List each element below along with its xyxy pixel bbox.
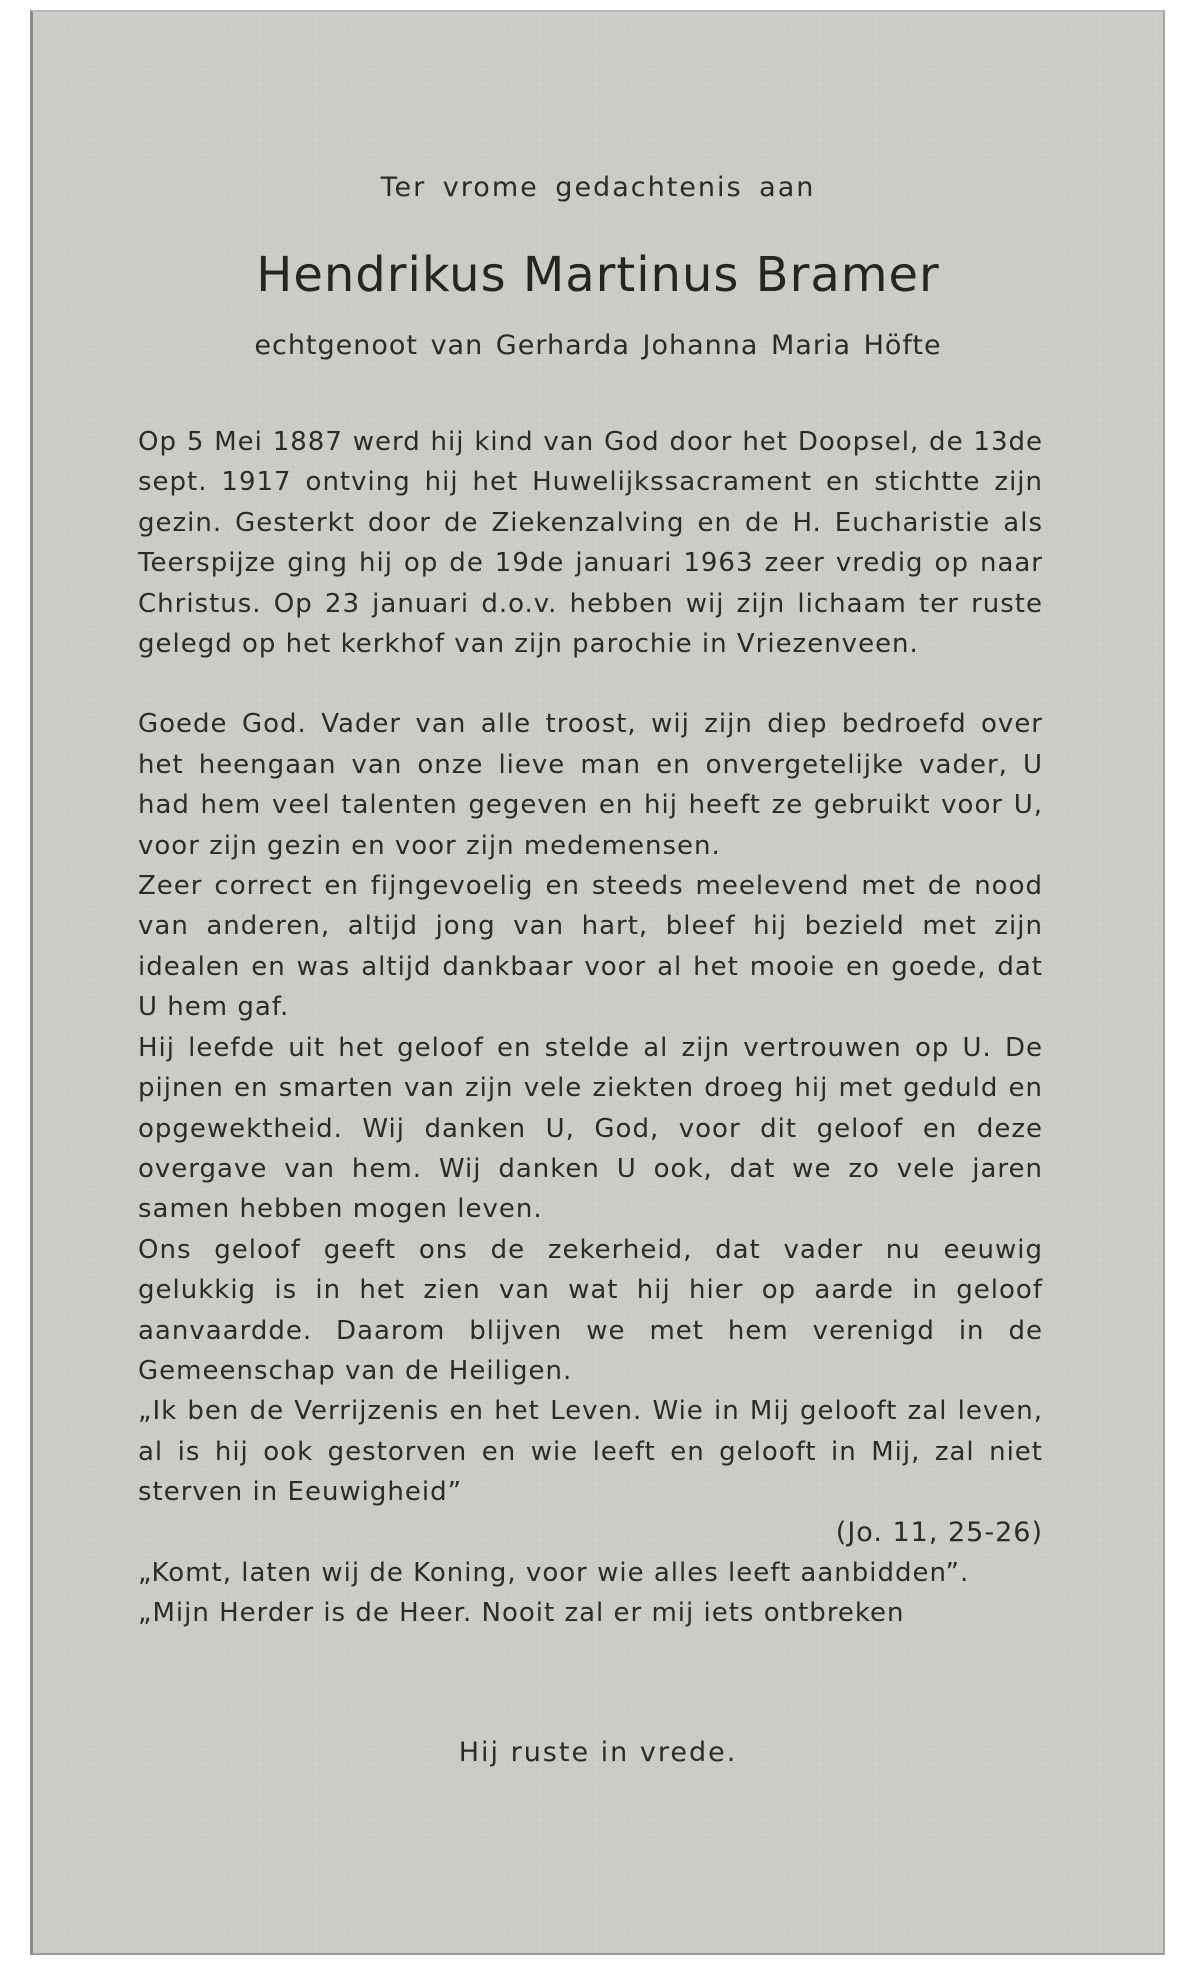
scripture-reference: (Jo. 11, 25-26)	[835, 1516, 1043, 1548]
deceased-name: Hendrikus Martinus Bramer	[256, 247, 940, 303]
memorial-card	[30, 10, 1165, 1955]
character-paragraph: Zeer correct en fijngevoelig en steeds meelevend met de nood van anderen, altijd jong van hart, bleef hij bezield met zijn idealen en was altijd dankbaar voor al het mooie en goede, dat U hem gaf.	[138, 871, 1043, 1023]
paragraph-spacer	[138, 664, 1043, 704]
prayer-paragraph: Goede God. Vader van alle troost, wij zijn diep bedroefd over het heengaan van onze lieve man en onvergetelijke vader, U had hem veel talenten gegeven en hij heeft ze gebruikt voor U, voor zijn gezin en voor zijn medemensen.	[138, 709, 1043, 861]
scripture-quote: „Ik ben de Verrijzenis en het Leven. Wie in Mij gelooft zal leven, al is hij ook gestorven en wie leeft en gelooft in Mij, zal niet sterven in Eeuwigheid”	[138, 1396, 1043, 1508]
worship-quote: „Komt, laten wij de Koning, voor wie alles leeft aanbidden”.	[138, 1557, 970, 1588]
closing-line: Hij ruste in vrede.	[458, 1737, 738, 1768]
certainty-paragraph: Ons geloof geeft ons de zekerheid, dat vader nu eeuwig gelukkig is in het zien van wat hij hier op aarde in geloof aanvaardde. Daarom blijven we met hem verenigd in de Gemeenschap van de Heiligen.	[138, 1234, 1043, 1386]
spouse-line: echtgenoot van Gerharda Johanna Maria Höfte	[254, 330, 942, 361]
life-paragraph: Op 5 Mei 1887 werd hij kind van God door het Doopsel, de 13de sept. 1917 ontving hij het Huwelijkssacrament en stichtte zijn gezin. Gesterkt door de Ziekenzalving en de H. Eucharistie als Teerspijze ging hij op de 19de januari 1963 zeer vredig op naar Christus. Op 23 januari d.o.v. hebben wij zijn lichaam ter ruste gelegd op het kerkhof van zijn parochie in Vriezenveen.	[138, 427, 1043, 660]
card-intro: Ter vrome gedachtenis aan	[380, 172, 816, 203]
faith-paragraph: Hij leefde uit het geloof en stelde al zijn vertrouwen op U. De pijnen en smarten van zijn vele ziekten droeg hij met geduld en opgewektheid. Wij danken U, God, voor dit geloof en deze overgave van hem. Wij danken U ook, dat we zo vele jaren samen hebben mogen leven.	[138, 1032, 1043, 1225]
card-body	[138, 422, 1043, 1634]
shepherd-quote: „Mijn Herder is de Heer. Nooit zal er mij iets ontbreken	[138, 1598, 905, 1629]
